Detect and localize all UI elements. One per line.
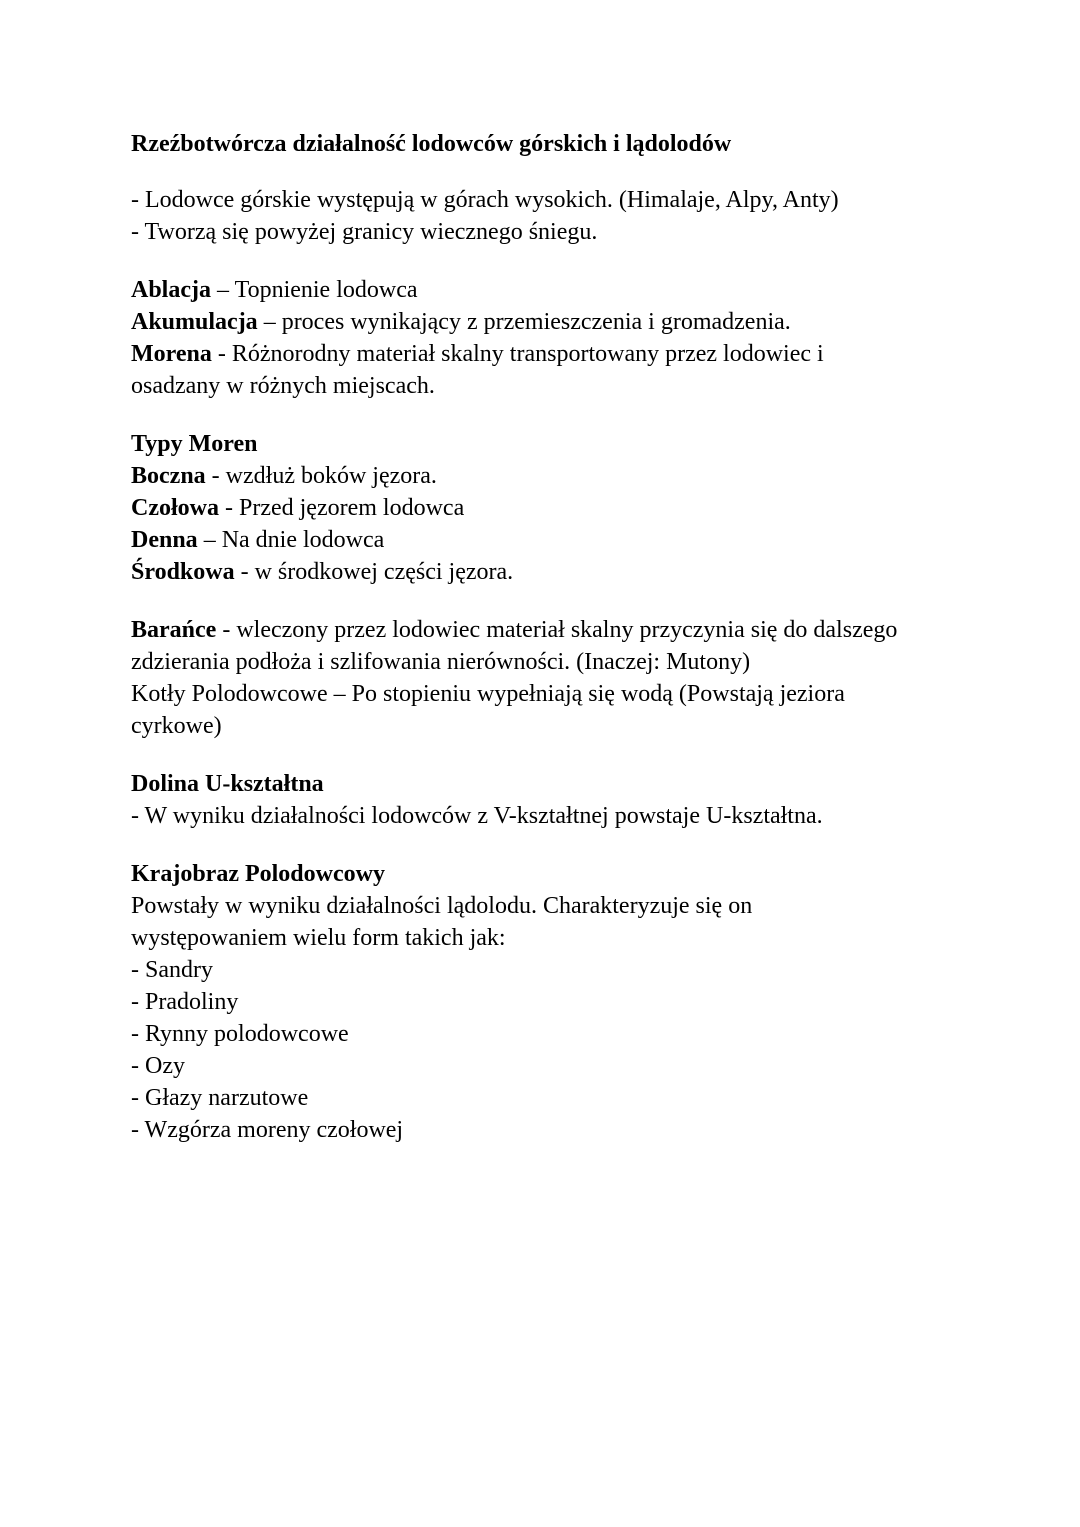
dolina-text: - W wyniku działalności lodowców z V-kształtnej powstaje U-kształtna.	[131, 803, 823, 829]
definitions-section	[131, 274, 991, 402]
definition-text: Topnienie lodowca	[234, 277, 418, 303]
moraine-term: Czołowa	[131, 495, 219, 521]
document-title: Rzeźbotwórcza działalność lodowców górskich i lądolodów	[131, 131, 732, 157]
baranice-term: Barańce	[131, 617, 217, 643]
definition-separator: –	[257, 309, 282, 335]
definition-ablacja	[131, 274, 991, 306]
dolina-heading: Dolina U-kształtna	[131, 771, 324, 797]
definition-akumulacja	[131, 306, 991, 338]
krajobraz-item: - Pradoliny	[131, 989, 239, 1015]
baranice-text: wleczony przez lodowiec materiał skalny przyczynia się do dalszego zdzierania podłoża i szlifowania nierówności. (Inaczej: Mutony)	[131, 617, 898, 675]
definition-morena	[131, 338, 891, 402]
krajobraz-text: Powstały w wyniku działalności lądolodu. Charakteryzuje się on występowaniem wielu form takich jak:	[131, 893, 753, 951]
moraine-item	[131, 492, 991, 524]
moraines-section	[131, 428, 991, 588]
moraines-heading: Typy Moren	[131, 431, 258, 457]
krajobraz-heading: Krajobraz Polodowcowy	[131, 861, 385, 887]
intro-line: - Tworzą się powyżej granicy wiecznego śniegu.	[131, 219, 598, 245]
intro-line: - Lodowce górskie występują w górach wysokich. (Himalaje, Alpy, Anty)	[131, 187, 839, 213]
moraine-separator: –	[197, 527, 222, 553]
krajobraz-item: - Rynny polodowcowe	[131, 1021, 349, 1047]
krajobraz-item: - Ozy	[131, 1053, 185, 1079]
moraine-separator: -	[218, 495, 239, 521]
definition-separator: –	[211, 277, 235, 303]
krajobraz-section	[131, 858, 991, 1146]
baranice-definition	[131, 614, 961, 678]
baranice-section	[131, 614, 991, 742]
definition-term: Akumulacja	[131, 309, 258, 335]
baranice-separator: -	[216, 617, 237, 643]
moraine-text: Na dnie lodowca	[221, 527, 385, 553]
krajobraz-item: - Wzgórza moreny czołowej	[131, 1117, 404, 1143]
dolina-section	[131, 768, 991, 832]
definition-term: Ablacja	[131, 277, 211, 303]
definition-text: proces wynikający z przemieszczenia i gromadzenia.	[281, 309, 791, 335]
definition-term: Morena	[131, 341, 212, 367]
intro-section	[131, 184, 991, 248]
moraine-item	[131, 556, 991, 588]
moraine-item	[131, 524, 991, 556]
krajobraz-item: - Sandry	[131, 957, 213, 983]
moraine-term: Środkowa	[131, 559, 235, 585]
moraine-text: Przed jęzorem lodowca	[238, 495, 465, 521]
definition-text: Różnorodny materiał skalny transportowany przez lodowiec i osadzany w różnych miejscach.	[131, 341, 824, 399]
document-page	[131, 128, 991, 1172]
moraine-term: Denna	[131, 527, 198, 553]
moraine-text: wzdłuż boków jęzora.	[225, 463, 437, 489]
moraine-item	[131, 460, 991, 492]
krajobraz-item: - Głazy narzutowe	[131, 1085, 309, 1111]
moraine-text: w środkowej części jęzora.	[254, 559, 514, 585]
moraine-separator: -	[205, 463, 226, 489]
definition-separator: -	[211, 341, 232, 367]
moraine-separator: -	[234, 559, 255, 585]
kotly-text: Kotły Polodowcowe – Po stopieniu wypełniają się wodą (Powstają jeziora cyrkowe)	[131, 681, 845, 739]
moraine-term: Boczna	[131, 463, 206, 489]
